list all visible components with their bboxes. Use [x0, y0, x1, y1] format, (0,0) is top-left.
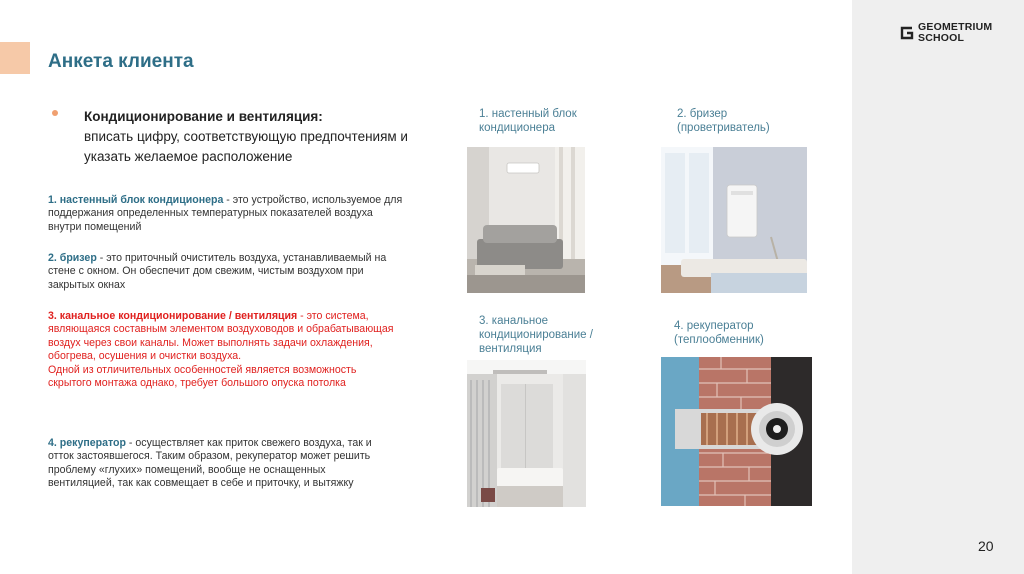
definition-2 [48, 252, 408, 292]
ac-unit-photo [467, 147, 585, 293]
definition-3 [48, 310, 398, 390]
page-title: Анкета клиента [48, 51, 194, 72]
intro-text: вписать цифру, соответствующую предпочтениям и указать желаемое расположение [84, 129, 408, 164]
logo-mark-icon [900, 26, 914, 40]
ducted-ventilation-photo [467, 360, 586, 507]
accent-block [0, 42, 30, 74]
definition-term: 4. рекуператор [48, 437, 126, 449]
image-label-4: 4. рекуператор (теплообменник) [674, 320, 764, 346]
intro-block [84, 107, 454, 167]
recuperator-photo [661, 357, 812, 506]
image-label-1: 1. настенный блок кондиционера [479, 108, 577, 134]
definition-term: 2. бризер [48, 252, 97, 264]
definition-text-extra: Одной из отличительных особенностей является возможность скрытого монтажа однако, требует большого опуска потолка [48, 363, 357, 390]
definition-text: - это приточный очиститель воздуха, устанавливаемый на стене с окном. Он обеспечит дом свежим, чистым воздухом при закрытых окнах [48, 252, 387, 291]
page-number: 20 [978, 538, 994, 554]
definition-text: - это устройство, используемое для поддержания определенных температурных показателей воздуха внутри помещений [48, 194, 403, 233]
definition-text: - это система, являющаяся составным элементом воздуховодов и обрабатывающая воздух через свои каналы. Может выполнять задачи охлаждения, обогрева, осушения и очистки воздуха. [48, 310, 394, 363]
brand-logo [900, 22, 992, 44]
definition-text: - осуществляет как приток свежего воздуха, так и отток застоявшегося. Таким образом, рекуператор может решить проблему «глухих» помещений, вообще не оснащенных вентиляцией, так как совмещает в себе и приточку, и вытяжку [48, 437, 372, 490]
bullet-icon [52, 110, 58, 116]
brand-line1: GEOMETRIUM [918, 21, 993, 33]
intro-heading: Кондиционирование и вентиляция: [84, 109, 323, 124]
brand-line2: SCHOOL [918, 32, 965, 44]
right-sidebar [852, 0, 1024, 574]
image-label-3: 3. канальное кондиционирование / вентиляция [479, 315, 593, 355]
definition-term: 1. настенный блок кондиционера [48, 194, 224, 206]
definition-4 [48, 437, 388, 491]
breather-photo [661, 147, 807, 293]
definition-1 [48, 194, 408, 234]
image-label-2: 2. бризер (проветриватель) [677, 108, 770, 134]
definition-term: 3. канальное кондиционирование / вентиляция [48, 310, 298, 322]
